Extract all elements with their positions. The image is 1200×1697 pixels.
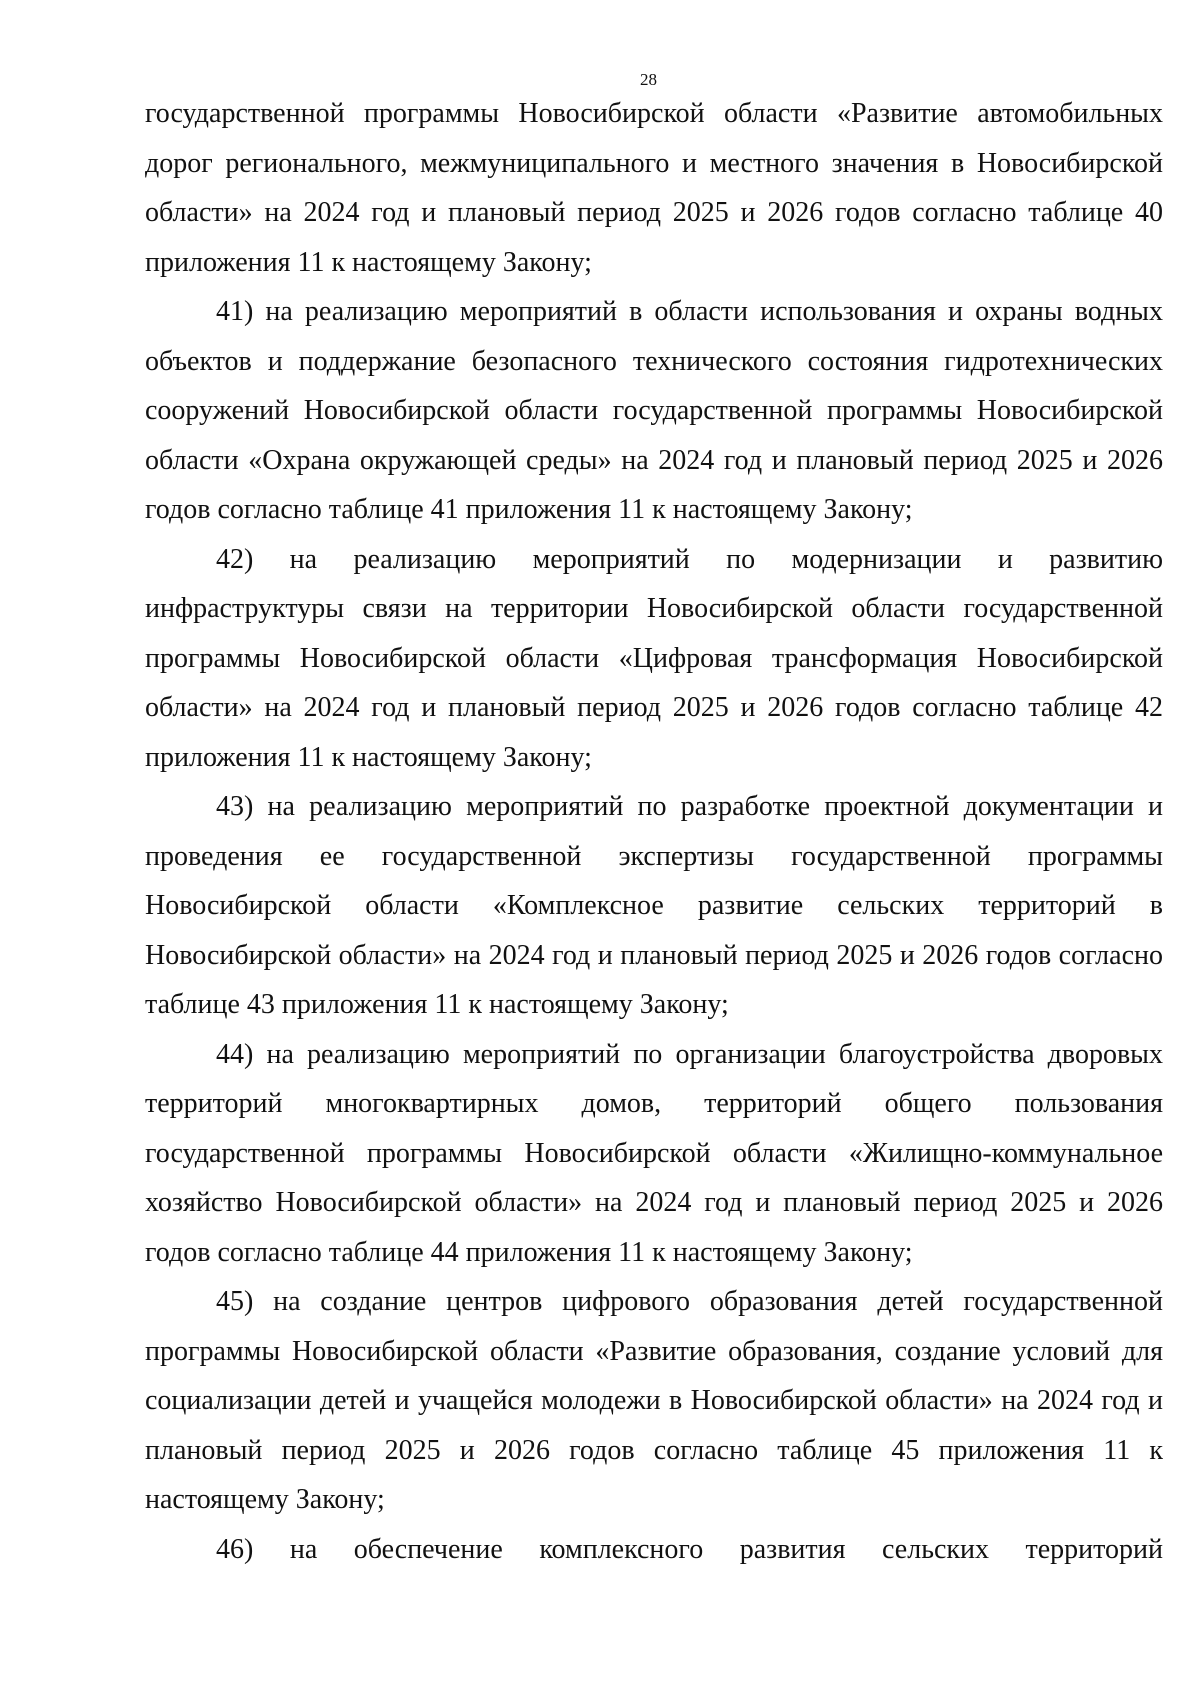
page-number: 28 (640, 70, 657, 89)
paragraph-item-45: 45) на создание центров цифрового образования детей государственной программы Новосибирской области «Развитие образования, создание условий для социализации детей и учащейся молодежи в Новосибирской области» на 2024 год и плановый период 2025 и 2026 годов согласно таблице 45 приложения 11 к настоящему Закону; (145, 1286, 1163, 1515)
paragraph-item-44: 44) на реализацию мероприятий по организации благоустройства дворовых территорий многоквартирных домов, территорий общего пользования государственной программы Новосибирской области «Жилищно-коммунальное хозяйство Новосибирской области» на 2024 год и плановый период 2025 и 2026 годов согласно таблице 44 приложения 11 к настоящему Закону; (145, 1038, 1163, 1268)
paragraph-item-42: 42) на реализацию мероприятий по модернизации и развитию инфраструктуры связи на территории Новосибирской области государственной программы Новосибирской области «Цифровая трансформация Новосибирской области» на 2024 год и плановый период 2025 и 2026 годов согласно таблице 42 приложения 11 к настоящему Закону; (145, 543, 1163, 773)
document-body (145, 89, 1163, 1574)
paragraph-item-46: 46) на обеспечение комплексного развития сельских территорий (216, 1533, 1163, 1565)
paragraph-item-41: 41) на реализацию мероприятий в области использования и охраны водных объектов и поддержание безопасного технического состояния гидротехнических сооружений Новосибирской области государственной программы Новосибирской области «Охрана окружающей среды» на 2024 год и плановый период 2025 и 2026 годов согласно таблице 41 приложения 11 к настоящему Закону; (145, 296, 1163, 525)
paragraph-continuation: государственной программы Новосибирской области «Развитие автомобильных дорог регионального, межмуниципального и местного значения в Новосибирской области» на 2024 год и плановый период 2025 и 2026 годов согласно таблице 40 приложения 11 к настоящему Закону; (145, 98, 1163, 278)
paragraph-item-43: 43) на реализацию мероприятий по разработке проектной документации и проведения ее государственной экспертизы государственной программы Новосибирской области «Комплексное развитие сельских территорий в Новосибирской области» на 2024 год и плановый период 2025 и 2026 годов согласно таблице 43 приложения 11 к настоящему Закону; (145, 791, 1163, 1020)
